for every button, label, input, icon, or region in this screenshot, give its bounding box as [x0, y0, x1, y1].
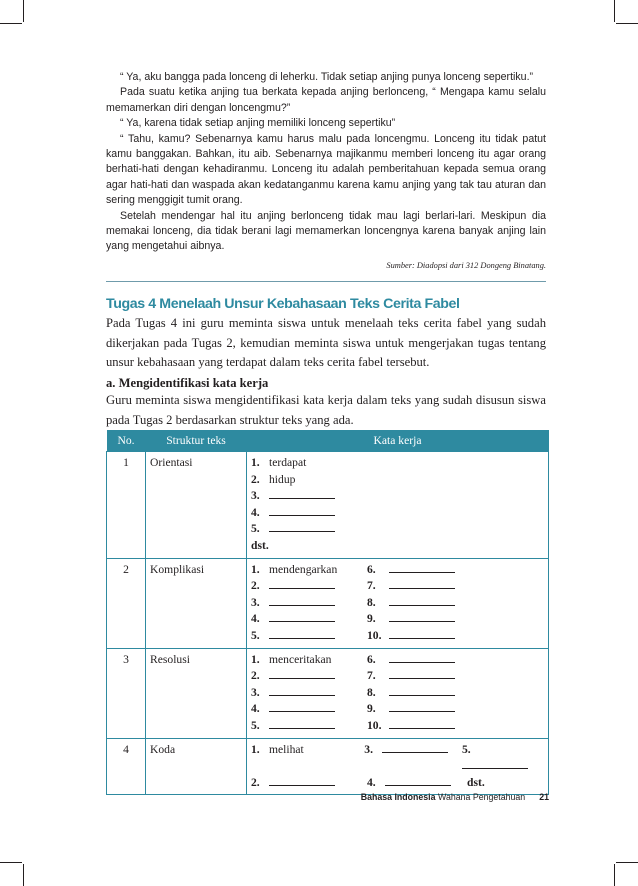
story-source: Sumber: Diadopsi dari 312 Dongeng Binatang.	[386, 261, 546, 270]
table-row	[107, 738, 549, 795]
verb: hidup	[269, 472, 296, 486]
blank-line[interactable]	[389, 595, 455, 606]
verb: mendengarkan	[269, 562, 338, 576]
row-number: 4	[107, 738, 146, 795]
item-number: 7.	[367, 579, 376, 593]
table-header-row	[107, 430, 549, 452]
blank-line[interactable]	[269, 718, 335, 729]
header-kata-kerja: Kata kerja	[247, 430, 549, 452]
dst-label: dst.	[251, 538, 269, 552]
blank-line[interactable]	[389, 718, 455, 729]
table-row	[107, 452, 549, 559]
task-instruction: Guru meminta siswa mengidentifikasi kata kerja dalam teks yang sudah disusun siswa pada Tugas 2 berdasarkan struktur teks yang ada.	[106, 393, 546, 427]
item-number: 2.	[251, 669, 260, 683]
item-number: 8.	[367, 595, 376, 609]
blank-line[interactable]	[269, 668, 335, 679]
page-footer	[106, 792, 549, 802]
row-verbs	[247, 648, 549, 738]
row-structure: Resolusi	[146, 648, 247, 738]
blank-line[interactable]	[389, 685, 455, 696]
blank-line[interactable]	[269, 628, 335, 639]
blank-line[interactable]	[269, 521, 335, 532]
item-number: 9.	[367, 612, 376, 626]
crop-mark	[614, 0, 615, 22]
verb: menceritakan	[269, 652, 332, 666]
item-number: 10.	[367, 718, 382, 732]
blank-line[interactable]	[269, 611, 335, 622]
dst-label: dst.	[467, 775, 485, 789]
item-number: 3.	[251, 685, 260, 699]
row-number: 2	[107, 558, 146, 648]
blank-line[interactable]	[389, 562, 455, 573]
blank-line[interactable]	[389, 611, 455, 622]
row-verbs	[247, 738, 549, 795]
item-number: 10.	[367, 628, 382, 642]
item-number: 3.	[251, 595, 260, 609]
verb: melihat	[269, 742, 304, 756]
verb-table	[106, 430, 549, 795]
footer-subtitle: Wahana Pengetahuan	[435, 792, 526, 802]
row-verbs	[247, 558, 549, 648]
item-number: 7.	[367, 669, 376, 683]
row-number: 3	[107, 648, 146, 738]
row-number: 1	[107, 452, 146, 559]
item-number: 6.	[367, 652, 376, 666]
item-number: 2.	[251, 579, 260, 593]
item-number: 3.	[251, 489, 260, 503]
item-number: 1.	[251, 562, 260, 576]
blank-line[interactable]	[462, 758, 528, 769]
task-heading: Tugas 4 Menelaah Unsur Kebahasaan Teks Cerita Fabel	[106, 296, 460, 312]
row-structure: Koda	[146, 738, 247, 795]
blank-line[interactable]	[269, 578, 335, 589]
item-number: 2.	[251, 472, 260, 486]
blank-line[interactable]	[389, 668, 455, 679]
story-text	[106, 70, 546, 255]
blank-line[interactable]	[269, 505, 335, 516]
crop-mark	[616, 23, 638, 24]
item-number: 2.	[251, 775, 260, 789]
crop-mark	[0, 862, 22, 863]
item-number: 1.	[251, 742, 260, 756]
page-number: 21	[539, 792, 549, 802]
story-paragraph: Setelah mendengar hal itu anjing berlonceng tidak mau lagi berlari-lari. Meskipun dia memakai lonceng, dia tidak berani lagi memamerkan loncengnya karena banyak anjing lain yang mengetahui aibnya.	[106, 209, 546, 253]
item-number: 6.	[367, 562, 376, 576]
item-number: 1.	[251, 652, 260, 666]
section-divider	[106, 281, 546, 282]
blank-line[interactable]	[389, 578, 455, 589]
blank-line[interactable]	[269, 701, 335, 712]
header-no: No.	[107, 430, 146, 452]
header-struktur: Struktur teks	[146, 430, 247, 452]
item-number: 5.	[251, 522, 260, 536]
story-paragraph: “ Ya, karena tidak setiap anjing memiliki lonceng sepertiku”	[120, 117, 396, 130]
blank-line[interactable]	[389, 701, 455, 712]
blank-line[interactable]	[269, 488, 335, 499]
crop-mark	[23, 864, 24, 886]
crop-mark	[23, 0, 24, 22]
story-paragraph: “ Tahu, kamu? Sebenarnya kamu harus malu pada loncengmu. Lonceng itu tidak patut kamu banggakan. Bahkan, itu aib. Sebenarnya majikanmu memberi lonceng itu agar orang berhati-hati dengan kehadiranmu. Lonceng itu adalah pemberitahuan kepada semua orang agar hati-hati dan waspada akan kedatanganmu karena kamu anjing yang tak tau aturan dan sering menggigit tumit orang.	[106, 132, 546, 207]
row-verbs	[247, 452, 549, 559]
item-number: 1.	[251, 456, 260, 469]
blank-line[interactable]	[382, 742, 448, 753]
item-number: 4.	[251, 702, 260, 716]
blank-line[interactable]	[385, 775, 451, 786]
blank-line[interactable]	[389, 652, 455, 663]
story-paragraph: Pada suatu ketika anjing tua berkata kepada anjing berlonceng, “ Mengapa kamu selalu memamerkan diri dengan loncengmu?”	[106, 86, 546, 114]
item-number: 3.	[364, 742, 373, 756]
blank-line[interactable]	[389, 628, 455, 639]
item-number: 5.	[461, 742, 471, 756]
table-row	[107, 558, 549, 648]
item-number: 8.	[367, 685, 376, 699]
task-subheading: a. Mengidentifikasi kata kerja	[106, 376, 269, 390]
footer-book-title: Bahasa Indonesia	[360, 792, 436, 802]
item-number: 5.	[251, 718, 260, 732]
item-number: 5.	[251, 628, 260, 642]
task-intro: Pada Tugas 4 ini guru meminta siswa untuk menelaah teks cerita fabel yang sudah dikerjakan pada Tugas 2, kemudian meminta siswa untuk mengerjakan tugas tentang unsur kebahasaan yang terdapat dalam teks cerita fabel tersebut.	[106, 316, 546, 370]
blank-line[interactable]	[269, 595, 335, 606]
item-number: 4.	[367, 775, 376, 789]
crop-mark	[616, 862, 638, 863]
table-row	[107, 648, 549, 738]
item-number: 9.	[367, 702, 376, 716]
item-number: 4.	[251, 505, 260, 519]
item-number: 4.	[251, 612, 260, 626]
blank-line[interactable]	[269, 685, 335, 696]
verb: terdapat	[269, 456, 307, 469]
row-structure: Orientasi	[146, 452, 247, 559]
story-paragraph: “ Ya, aku bangga pada lonceng di leherku. Tidak setiap anjing punya lonceng sepertiku.”	[120, 71, 534, 83]
blank-line[interactable]	[269, 775, 335, 786]
crop-mark	[614, 864, 615, 886]
crop-mark	[0, 23, 22, 24]
row-structure: Komplikasi	[146, 558, 247, 648]
